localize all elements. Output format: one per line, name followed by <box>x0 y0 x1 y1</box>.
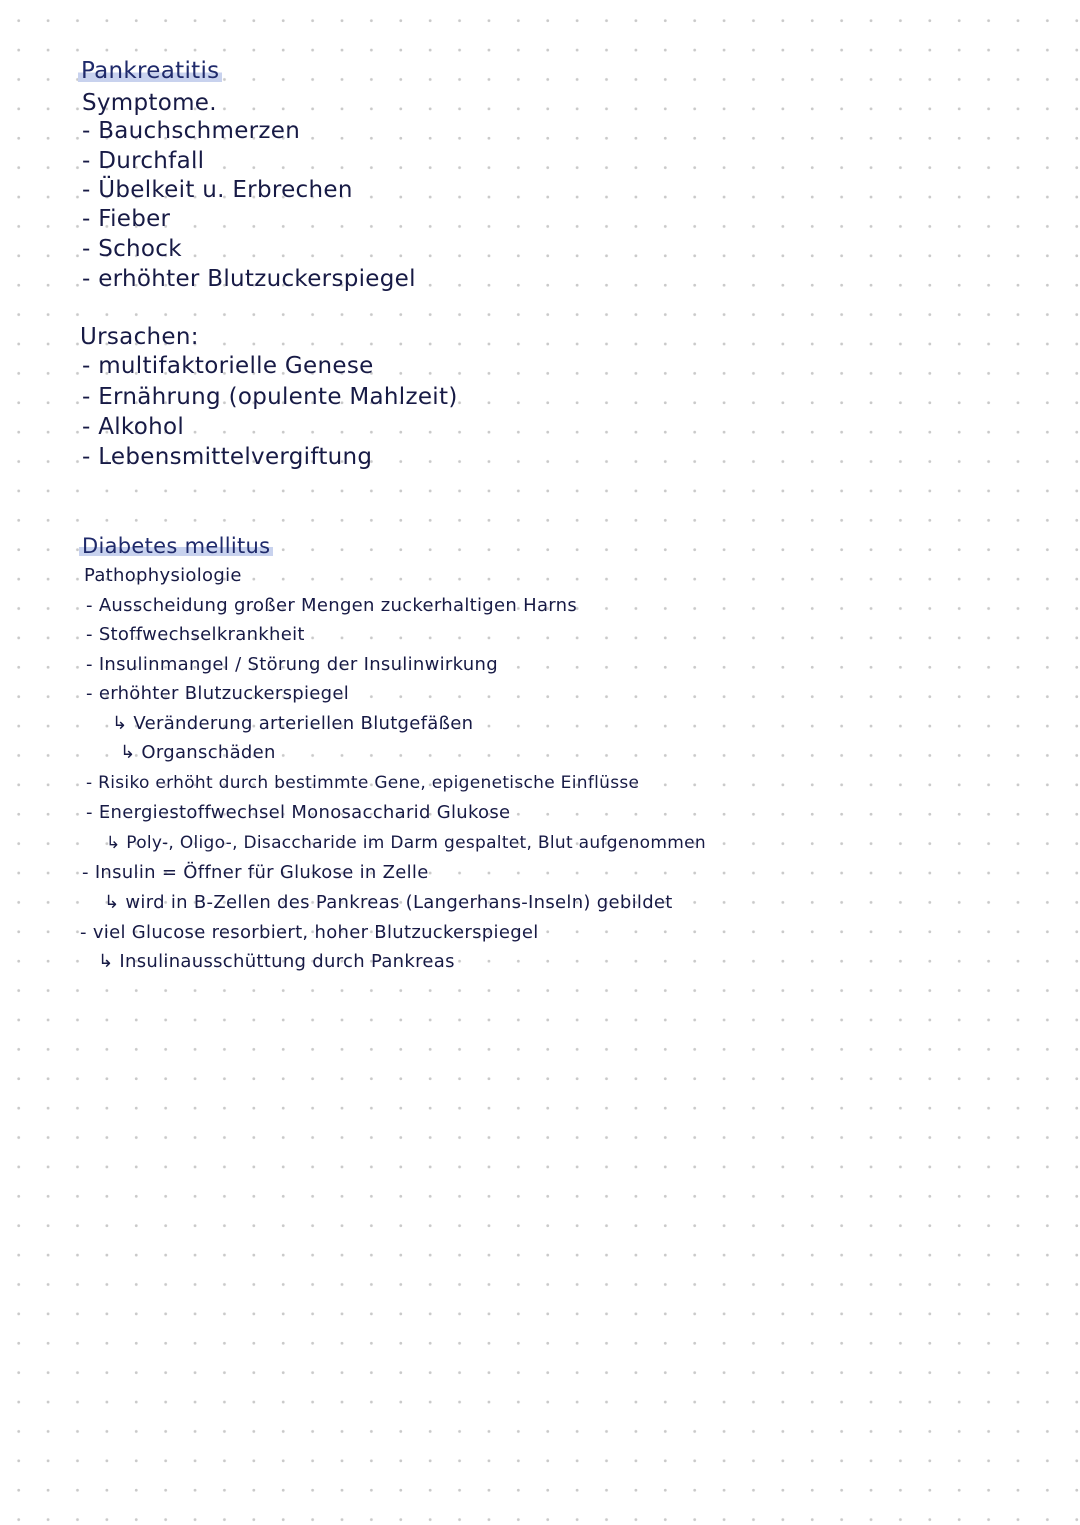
list-item: - Insulin = Öffner für Glukose in Zelle <box>82 862 429 883</box>
section-title-diabetes: Diabetes mellitus <box>79 534 273 558</box>
list-item: - Schock <box>82 236 182 262</box>
list-item: - Ernährung (opulente Mahlzeit) <box>82 384 458 410</box>
list-item: - Insulinmangel / Störung der Insulinwirkung <box>86 654 498 675</box>
list-item: - multifaktorielle Genese <box>82 353 374 379</box>
sub-item: ↳ Poly-, Oligo-, Disaccharide im Darm gespaltet, Blut aufgenommen <box>106 833 706 853</box>
list-item: - Durchfall <box>82 148 205 174</box>
list-item: - Ausscheidung großer Mengen zuckerhaltigen Harns <box>86 595 578 616</box>
list-item: - erhöhter Blutzuckerspiegel <box>86 683 350 704</box>
section-title-pankreatitis: Pankreatitis <box>78 58 222 84</box>
list-item: - Risiko erhöht durch bestimmte Gene, epigenetische Einflüsse <box>86 773 640 793</box>
list-item: - viel Glucose resorbiert, hoher Blutzuckerspiegel <box>80 922 539 943</box>
sub-item: ↳ Insulinausschüttung durch Pankreas <box>98 951 455 972</box>
sub-item: ↳ Veränderung arteriellen Blutgefäßen <box>112 713 474 734</box>
ursachen-label: Ursachen: <box>80 324 199 350</box>
list-item: - Lebensmittelvergiftung <box>82 444 373 470</box>
symptome-label: Symptome. <box>82 90 217 116</box>
diabetes-subtitle: Pathophysiologie <box>84 565 242 586</box>
list-item: - Übelkeit u. Erbrechen <box>82 177 353 203</box>
list-item: - Stoffwechselkrankheit <box>86 624 305 645</box>
list-item: - Energiestoffwechsel Monosaccharid Glukose <box>86 802 511 823</box>
sub-item: ↳ Organschäden <box>120 742 276 763</box>
list-item: - Bauchschmerzen <box>82 118 301 144</box>
list-item: - erhöhter Blutzuckerspiegel <box>82 266 416 292</box>
list-item: - Alkohol <box>82 414 185 440</box>
sub-item: ↳ wird in B-Zellen des Pankreas (Langerhans-Inseln) gebildet <box>104 892 673 913</box>
list-item: - Fieber <box>82 206 171 232</box>
